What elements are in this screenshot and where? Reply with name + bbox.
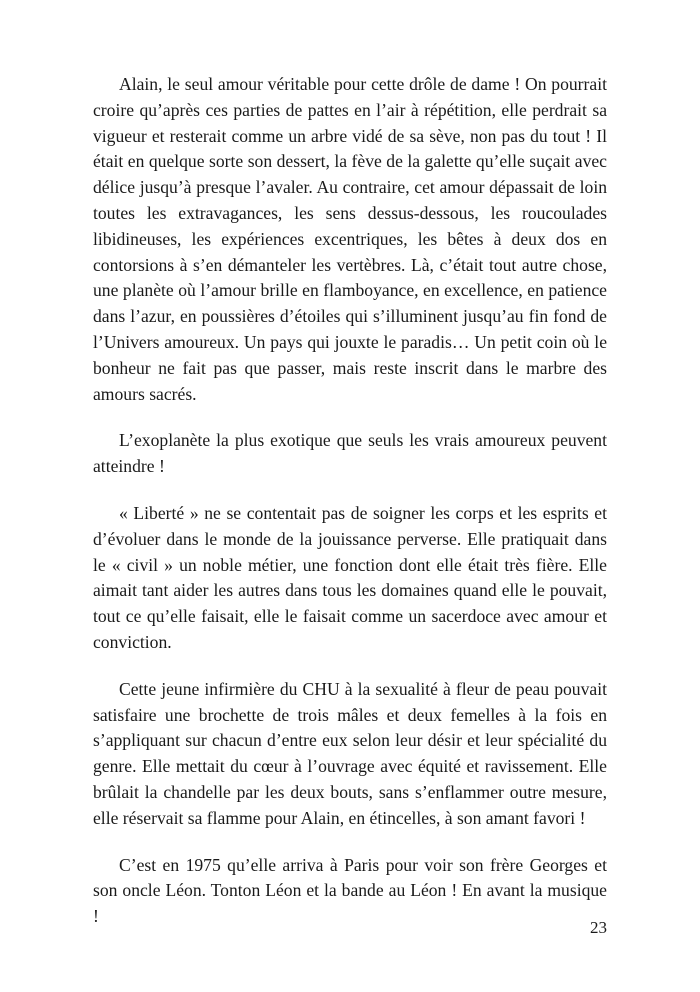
paragraph: « Liberté » ne se contentait pas de soigner les corps et les esprits et d’évoluer dans le monde de la jouissance perverse. Elle pratiquait dans le « civil » un noble métier, une fonction dont elle était très fière. Elle aimait tant aider les autres dans tous les domaines quand elle le pouvait, tout ce qu’elle faisait, elle le faisait comme un sacerdoce avec amour et conviction. [93,502,607,652]
paragraph: Cette jeune infirmière du CHU à la sexualité à fleur de peau pouvait satisfaire une brochette de trois mâles et deux femelles à la fois en s’appliquant sur chacun d’entre eux selon leur désir et leur spécialité du genre. Elle mettait du cœur à l’ouvrage avec équité et ravissement. Elle brûlait la chandelle par les deux bouts, sans s’enflammer outre mesure, elle réservait sa flamme pour Alain, en étincelles, à son amant favori ! [93,678,607,828]
paragraph: Alain, le seul amour véritable pour cette drôle de dame ! On pourrait croire qu’après ces parties de pattes en l’air à répétition, elle perdrait sa vigueur et resterait comme un arbre vidé de sa sève, non pas du tout ! Il était en quelque sorte son dessert, la fève de la galette qu’elle suçait avec délice jusqu’à presque l’avaler. Au contraire, cet amour dépassait de loin toutes les extravagances, les sens dessus-dessous, les roucoulades libidineuses, les expériences excentriques, les bêtes à deux dos en contorsions à s’en démanteler les vertèbres. Là, c’était tout autre chose, une planète où l’amour brille en flamboyance, en excellence, en patience dans l’azur, en poussières d’étoiles qui s’illuminent jusqu’au fin fond de l’Univers amoureux. Un pays qui jouxte le paradis… Un petit coin où le bonheur ne fait pas que passer, mais reste inscrit dans le marbre des amours sacrés. [93,74,607,404]
page-body [93,72,607,951]
paragraph: C’est en 1975 qu’elle arriva à Paris pour voir son frère Georges et son oncle Léon. Tonton Léon et la bande au Léon ! En avant la musique ! [93,854,607,927]
paragraph: L’exoplanète la plus exotique que seuls les vrais amoureux peuvent atteindre ! [93,430,607,477]
page-number: 23 [590,918,607,937]
